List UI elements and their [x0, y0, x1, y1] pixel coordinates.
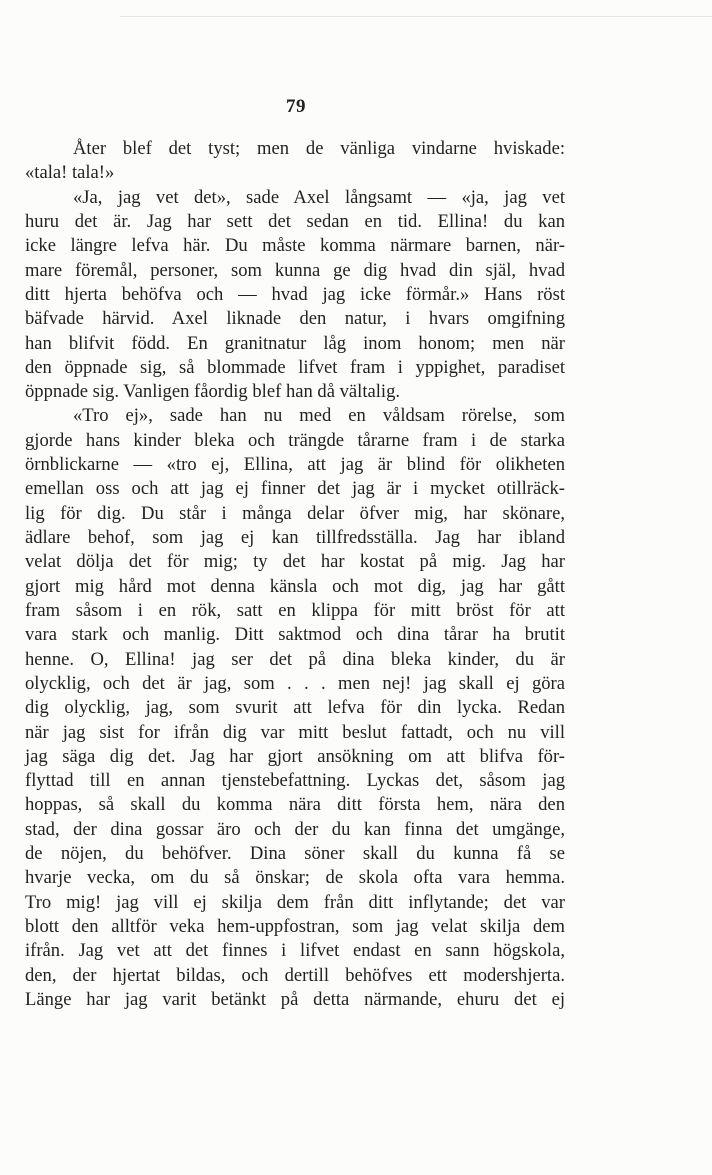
text-line: när jag sist for ifrån dig var mitt beslut fattadt, och nu vill: [25, 721, 565, 743]
text-line: Åter blef det tyst; men de vänliga vindarne hviskade:: [73, 138, 565, 159]
text-line: de nöjen, du behöfver. Dina söner skall du kunna få se: [25, 843, 565, 865]
text-line: vara stark och manlig. Ditt saktmod och dina tårar ha brutit: [25, 624, 565, 646]
text-line: gjorde hans kinder bleka och trängde tårarne fram i de starka: [25, 429, 565, 451]
text-line: jag säga dig det. Jag har gjort ansökning om att blifva för-: [25, 745, 565, 767]
text-line: örnblickarne — «tro ej, Ellina, att jag är blind för olikheten: [25, 454, 565, 476]
text-line: flyttad till en annan tjenstebefattning. Lyckas det, såsom jag: [25, 770, 565, 792]
text-line: huru det är. Jag har sett det sedan en tid. Ellina! du kan: [25, 210, 565, 232]
text-line: Länge har jag varit betänkt på detta närmande, ehuru det ej: [25, 988, 565, 1010]
text-line: Tro mig! jag vill ej skilja dem från ditt inflytande; det var: [25, 891, 565, 913]
page-number: 79: [286, 96, 306, 117]
text-line: mare föremål, personer, som kunna ge dig hvad din själ, hvad: [25, 259, 565, 281]
text-line: bäfvade härvid. Axel liknade den natur, i hvars omgifning: [25, 308, 565, 330]
text-line: henne. O, Ellina! jag ser det på dina bleka kinder, du är: [25, 648, 565, 670]
text-line: den, der hjertat bildas, och dertill behöfves ett modershjerta.: [25, 964, 565, 986]
text-line: olycklig, och det är jag, som . . . men nej! jag skall ej göra: [25, 672, 565, 694]
page-top-edge: [120, 16, 712, 17]
text-line: fram såsom i en rök, satt en klippa för mitt bröst för att: [25, 599, 565, 621]
text-line: «tala! tala!»: [25, 162, 115, 184]
text-line: blott den alltför veka hem-uppfostran, som jag velat skilja dem: [25, 916, 565, 937]
body-text: [25, 137, 565, 1012]
text-line: hoppas, så skall du komma nära ditt första hem, nära den: [25, 794, 565, 816]
text-line: «Tro ej», sade han nu med en våldsam rörelse, som: [73, 405, 565, 427]
text-line: emellan oss och att jag ej finner det jag är i mycket otillräck-: [25, 478, 565, 500]
text-line: velat dölja det för mig; ty det har kostat på mig. Jag har: [25, 551, 565, 573]
text-line: icke längre lefva här. Du måste komma närmare barnen, när-: [25, 235, 565, 257]
text-line: dig olycklig, jag, som svurit att lefva för din lycka. Redan: [25, 697, 565, 719]
text-line: lig för dig. Du står i många delar öfver mig, har skönare,: [25, 502, 565, 524]
text-line: ifrån. Jag vet att det finnes i lifvet endast en sann högskola,: [25, 940, 565, 962]
text-line: gjort mig hård mot denna känsla och mot dig, jag har gått: [25, 575, 565, 597]
text-line: ditt hjerta behöfva och — hvad jag icke förmår.» Hans röst: [25, 283, 565, 305]
text-line: «Ja, jag vet det», sade Axel långsamt — «ja, jag vet: [73, 186, 565, 208]
text-line: öppnade sig. Vanligen fåordig blef han då vältalig.: [25, 381, 401, 403]
text-line: han blifvit född. En granitnatur låg inom honom; men när: [25, 332, 565, 354]
text-line: ädlare behof, som jag ej kan tillfredsställa. Jag har ibland: [25, 527, 565, 548]
text-line: stad, der dina gossar äro och der du kan finna det umgänge,: [25, 818, 565, 840]
text-line: hvarje vecka, om du så önskar; de skola ofta vara hemma.: [25, 867, 565, 889]
text-line: den öppnade sig, så blommade lifvet fram i yppighet, paradiset: [25, 356, 565, 378]
